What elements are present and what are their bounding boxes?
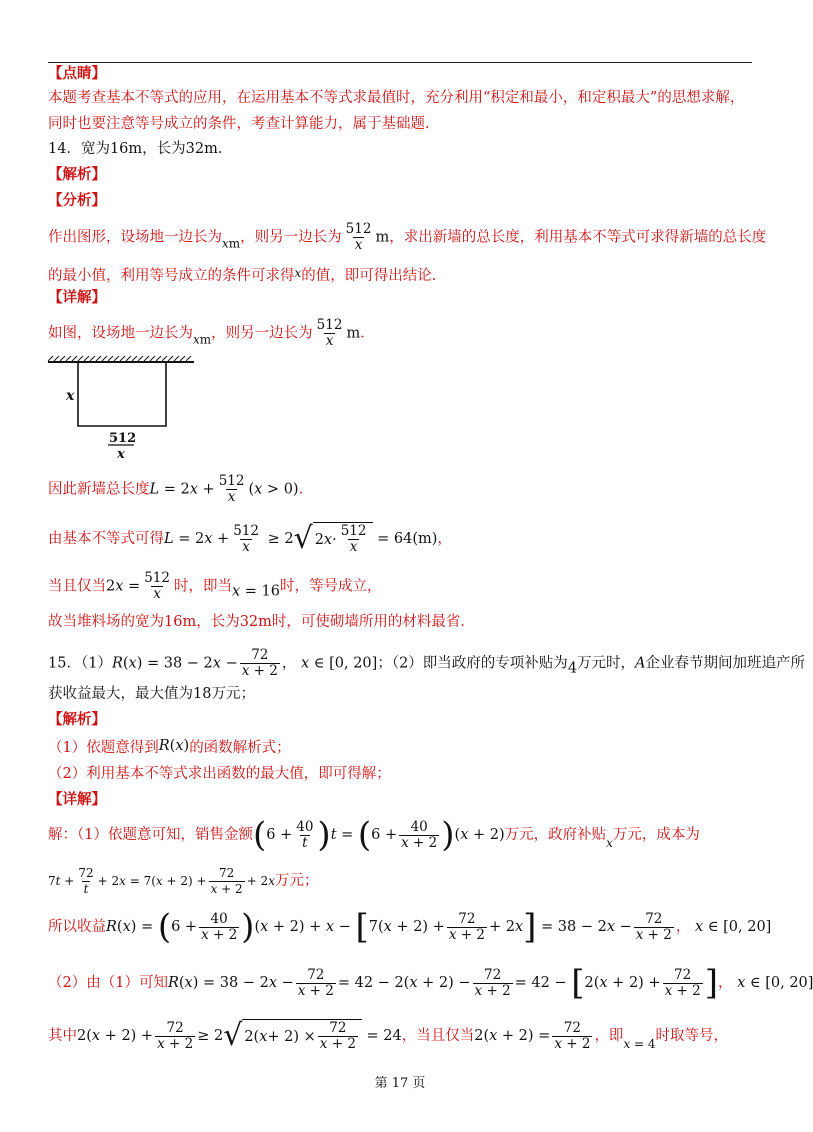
page-number: 第 17 页 [374, 1076, 426, 1091]
q14-xiangjie-heading: 【详解】 [48, 289, 106, 306]
figure-bottom-den: x [117, 447, 125, 462]
q15-answer-line-1: 15．（1）R(x) = 38 − 2x − $\frac{72}{x + 2}$ ， x ∈ [0, 20]；（2）即当政府的专项补贴为4万元时，A企业春节期间加班追产所 [48, 647, 806, 679]
q15-solution-line-3: 所以收益R(x) = (6 + $\frac{40}{x + 2}$ )(x + 2) + x − [7(x + 2) + $\frac{72}{x + 2}$ + 2x] = 38 − 2x − $\frac{72}{x + 2}$ ， x ∈ [0, 20] [48, 907, 772, 947]
q14-fenxi-line-2: 的最小值，利用等号成立的条件可求得$^x$的值，即可得出结论. [48, 266, 437, 284]
q15-jiexi-1: （1）依题意得到R(x)的函数解析式； [48, 738, 291, 756]
q15-jiexi-heading: 【解析】 [48, 711, 106, 728]
q14-detail-line-1: 如图，设场地一边长为$_{xm}$，则另一边长为 $\frac{512}{x}$ m． [48, 317, 375, 349]
note-heading: 【点睛】 [48, 65, 106, 82]
q15-xiangjie-heading: 【详解】 [48, 791, 106, 808]
q15-solution-line-1: 解：（1）依题意可知，销售金额(6 + $\frac{40}{t}$ )t = (6 + $\frac{40}{x + 2}$ )(x + 2)万元，政府补贴$_x$万元，成本为 [48, 815, 700, 855]
q14-detail-line-4: 由基本不等式可得L = 2x + $\frac{512}{x}$ ≥ 2 √ 2 x · $\frac{512}{x}$ = 64(m)， [48, 521, 452, 556]
q15-jiexi-2: （2）利用基本不等式求出函数的最大值，即可得解； [48, 766, 391, 782]
top-rule [48, 62, 752, 63]
q14-fenxi-heading: 【分析】 [48, 192, 106, 209]
q15-answer-line-2: 获收益最大，最大值为18万元； [48, 686, 255, 702]
figure-side-label: x [66, 388, 75, 404]
q15-solution-line-5: 其中2(x + 2) + $\frac{72}{x + 2}$ ≥ 2 √ 2( x + 2) × $\frac{72}{x + 2}$ = 24，当且仅当2(x + 2) = $\frac{72}{x + 2}$ ，即$_{x = 4}$时取等号， [48, 1018, 729, 1053]
q14-fenxi-line-1: 作出图形，设场地一边长为$_{xm}$，则另一边长为 $\frac{512}{x}$ m，求出新墙的总长度，利用基本不等式可求得新墙的总长度 [48, 221, 767, 253]
q14-detail-line-3: 因此新墙总长度L = 2x + $\frac{512}{x}$ (x > 0)． [48, 473, 314, 505]
q14-detail-line-5: 当且仅当2x = $\frac{512}{x}$ 时，即当x = 16时，等号成立， [48, 570, 382, 602]
wall-figure [46, 354, 206, 464]
note-line-2: 同时也要注意等号成立的条件，考查计算能力，属于基础题. [48, 116, 430, 132]
note-line-1: 本题考查基本不等式的应用，在运用基本不等式求最值时，充分利用“积定和最小，和定积最大”的思想求解， [48, 90, 745, 106]
q15-solution-line-4: （2）由（1）可知R(x) = 38 − 2x − $\frac{72}{x + 2}$ = 42 − 2(x + 2) − $\frac{72}{x + 2}$ = 42 − [2(x + 2) + $\frac{72}{x + 2}$ ]， x ∈ [0, 20] [48, 963, 813, 1003]
figure-bottom-num: 512 [109, 431, 137, 446]
q14-conclusion: 故当堆料场的宽为16m，长为32m时，可使砌墙所用的材料最省． [48, 614, 475, 630]
q14-jiexi-heading: 【解析】 [48, 166, 106, 183]
q15-solution-line-2: 7t + $\frac{72}{t}$ + 2x = 7(x + 2) + $\frac{72}{x + 2}$ + 2x万元； [48, 866, 319, 896]
q14-answer: 14．宽为16m，长为32m． [48, 141, 233, 157]
